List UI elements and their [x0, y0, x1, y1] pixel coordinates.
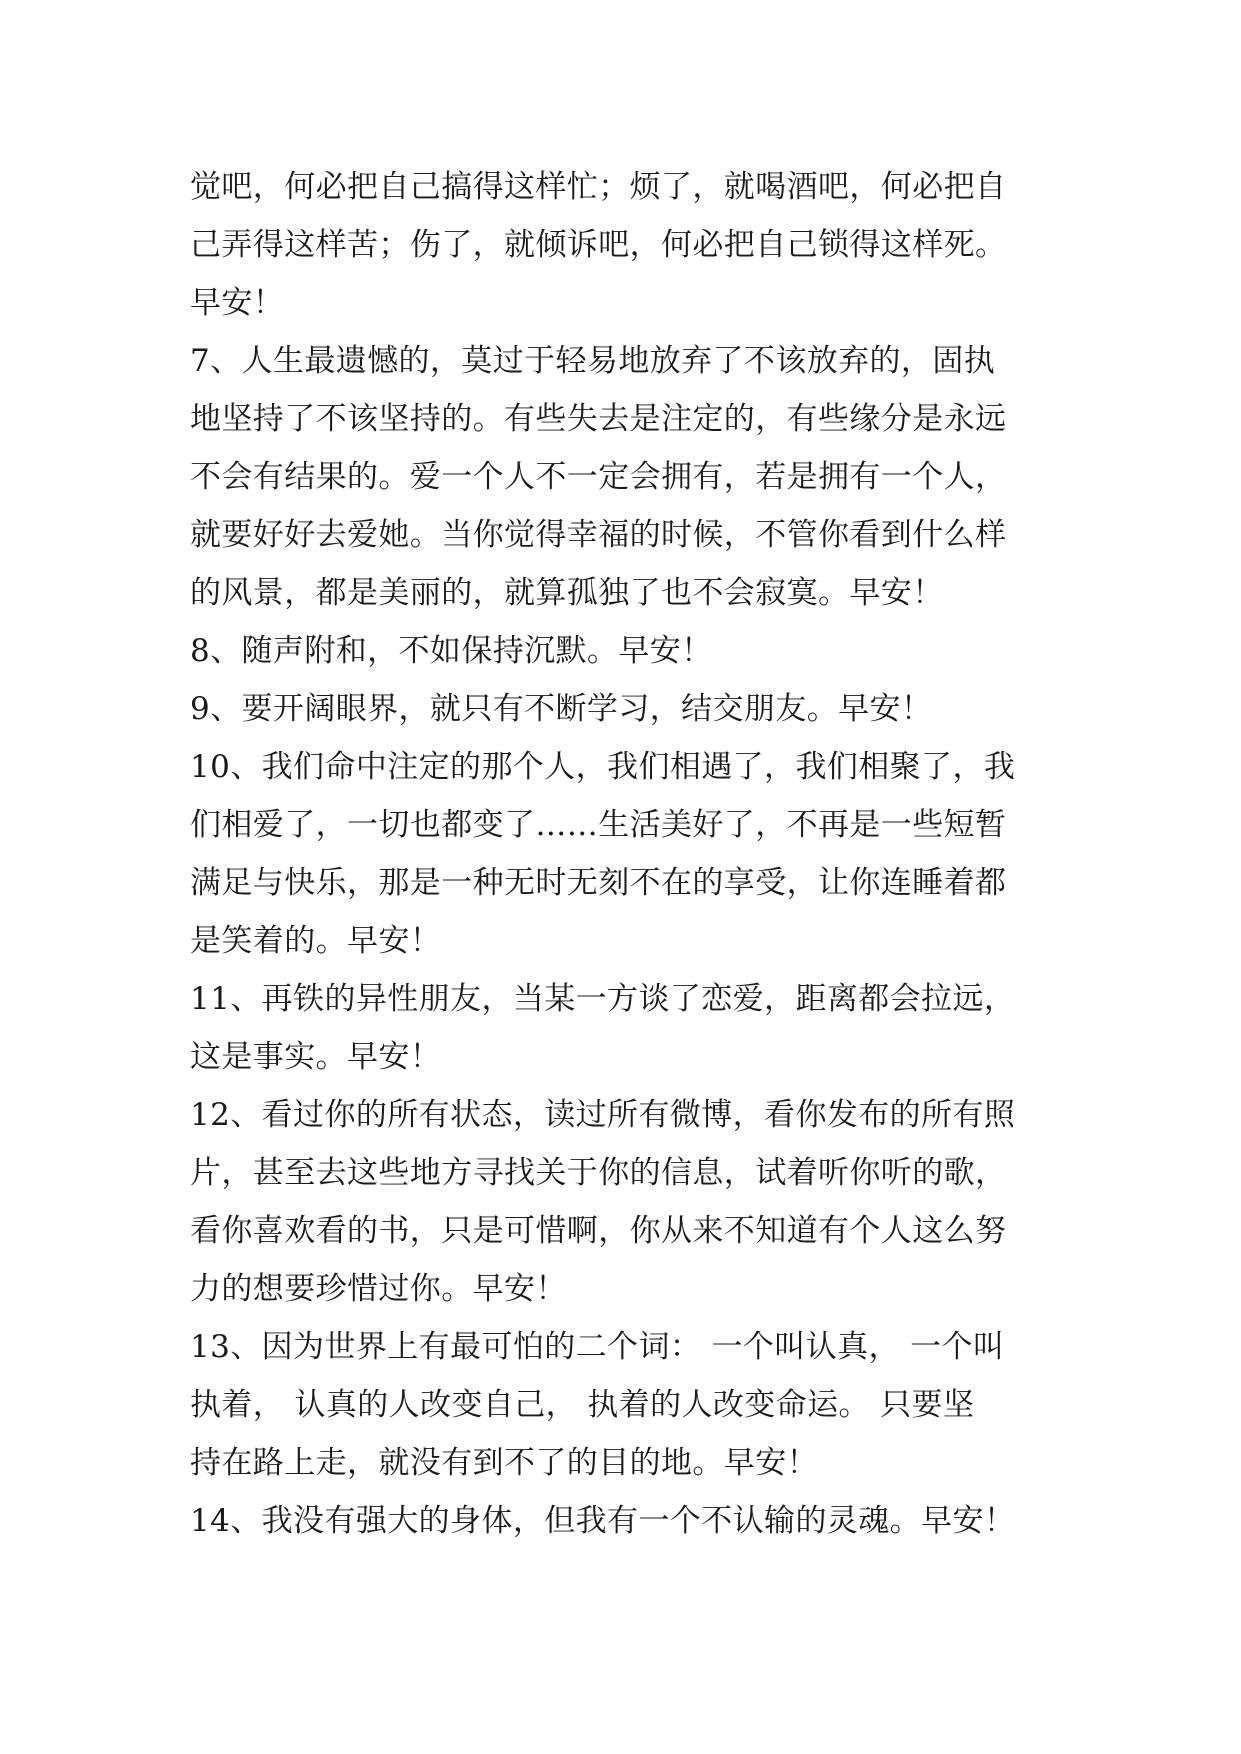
- text-line: 看你喜欢看的书，只是可惜啊，你从来不知道有个人这么努: [190, 1213, 1007, 1249]
- text-line: 力的想要珍惜过你。早安！: [190, 1271, 567, 1307]
- text-line: 持在路上走，就没有到不了的目的地。早安！: [190, 1445, 818, 1481]
- text-line: 觉吧，何必把自己搞得这样忙；烦了，就喝酒吧，何必把自: [190, 169, 1007, 205]
- text-line: 9、要开阔眼界，就只有不断学习，结交朋友。早安！: [190, 691, 933, 727]
- text-line: 13、因为世界上有最可怕的二个词： 一个叫认真， 一个叫: [190, 1329, 1005, 1365]
- text-line: 执着， 认真的人改变自己， 执着的人改变命运。 只要坚: [190, 1387, 975, 1423]
- text-line: 早安！: [190, 285, 285, 321]
- text-line: 满足与快乐，那是一种无时无刻不在的享受，让你连睡着都: [190, 865, 1007, 901]
- text-line: 7、人生最遗憾的，莫过于轻易地放弃了不该放弃的，固执: [190, 343, 996, 379]
- text-line: 8、随声附和，不如保持沉默。早安！: [190, 633, 713, 669]
- text-line: 是笑着的。早安！: [190, 923, 442, 959]
- text-line: 12、看过你的所有状态，读过所有微博，看你发布的所有照: [190, 1097, 1016, 1133]
- text-line: 11、再铁的异性朋友，当某一方谈了恋爱，距离都会拉远，: [190, 981, 1016, 1017]
- text-line: 片，甚至去这些地方寻找关于你的信息，试着听你听的歌，: [190, 1155, 1007, 1191]
- text-line: 10、我们命中注定的那个人，我们相遇了，我们相聚了，我: [190, 749, 1016, 785]
- text-line: 们相爱了，一切也都变了……生活美好了，不再是一些短暂: [190, 807, 1007, 843]
- text-line: 14、我没有强大的身体，但我有一个不认输的灵魂。早安！: [190, 1503, 1016, 1539]
- text-line: 己弄得这样苦；伤了，就倾诉吧，何必把自己锁得这样死。: [190, 227, 1007, 263]
- text-line: 这是事实。早安！: [190, 1039, 442, 1075]
- text-line: 地坚持了不该坚持的。有些失去是注定的，有些缘分是永远: [190, 401, 1007, 437]
- text-line: 的风景，都是美丽的，就算孤独了也不会寂寞。早安！: [190, 575, 944, 611]
- text-line: 不会有结果的。爱一个人不一定会拥有，若是拥有一个人，: [190, 459, 1007, 495]
- text-line: 就要好好去爱她。当你觉得幸福的时候，不管你看到什么样: [190, 517, 1007, 553]
- document-body: [190, 158, 1070, 1550]
